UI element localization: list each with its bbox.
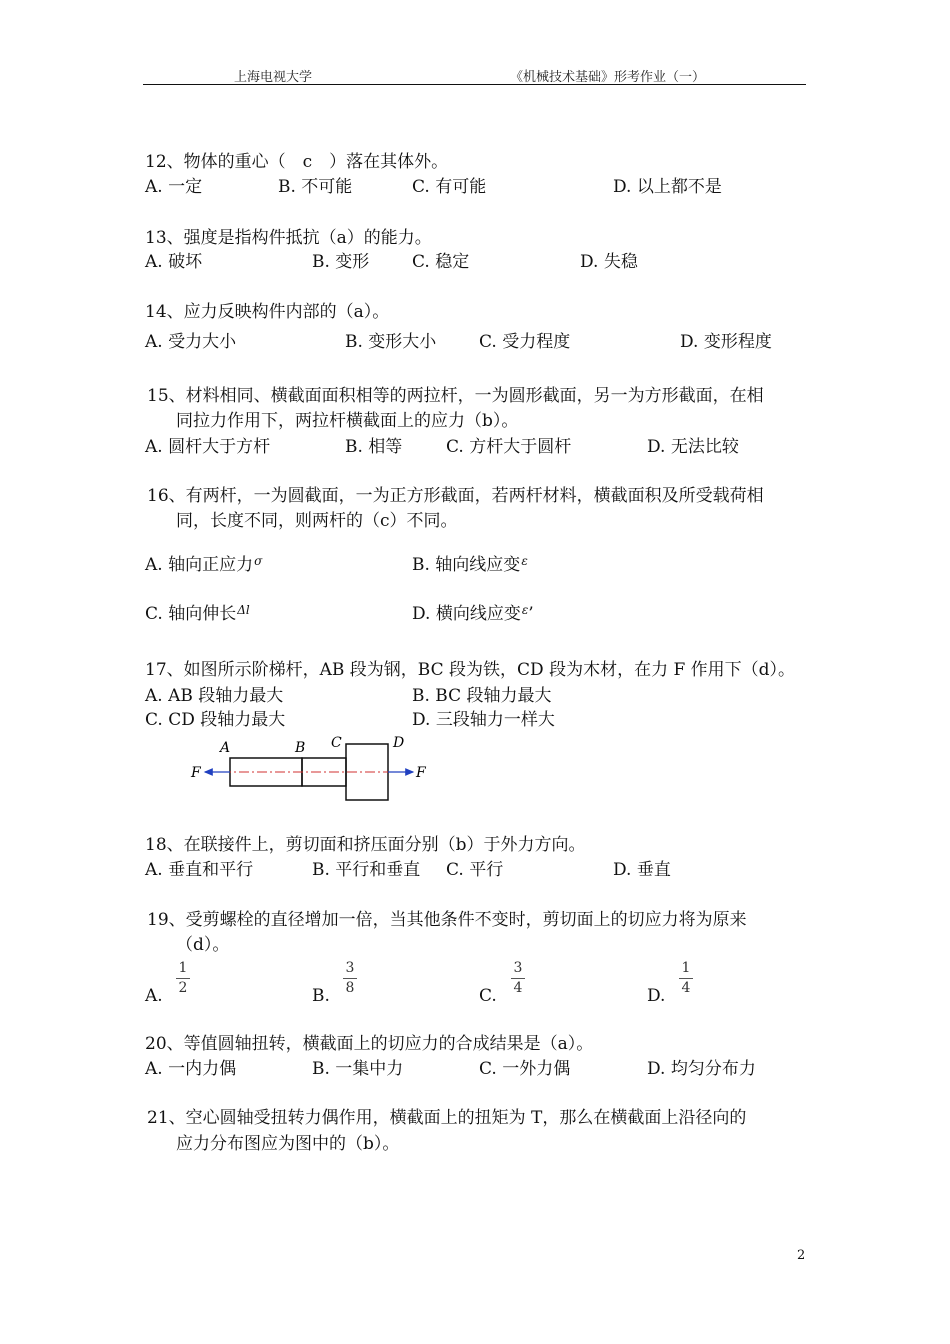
q19-option-d-label: D. — [647, 986, 666, 1006]
header-school: 上海电视大学 — [234, 70, 313, 85]
q16-option-b — [412, 551, 528, 575]
q14-option-a: A. 受力大小 — [145, 332, 237, 352]
q16-stem-line2: 同，长度不同，则两杆的（c）不同。 — [176, 511, 458, 531]
q16-stem-line1: 16、有两杆，一为圆截面，一为正方形截面，若两杆材料，横截面积及所受载荷相 — [147, 486, 764, 506]
q15-option-d: D. 无法比较 — [647, 437, 739, 457]
page-number: 2 — [797, 1248, 806, 1263]
label-b: B — [295, 740, 306, 756]
epsilon-symbol: ε — [521, 554, 528, 568]
q17-option-b: B. BC 段轴力最大 — [412, 686, 552, 706]
q16-option-c-text: C. 轴向伸长 — [145, 604, 237, 624]
q12-option-b: B. 不可能 — [278, 177, 353, 197]
q19-option-c-fraction — [511, 960, 525, 997]
q18-stem: 18、在联接件上，剪切面和挤压面分别（b）于外力方向。 — [145, 835, 586, 855]
q17-stem: 17、如图所示阶梯杆，AB 段为钢，BC 段为铁，CD 段为木材，在力 F 作用下（d）。 — [145, 660, 796, 680]
epsilon-prime-symbol: ε — [521, 603, 529, 617]
q13-option-b: B. 变形 — [312, 252, 370, 272]
q15-stem-line1: 15、材料相同、横截面面积相等的两拉杆，一为圆形截面，另一为方形截面，在相 — [147, 386, 764, 406]
q12-option-d: D. 以上都不是 — [613, 177, 722, 197]
q21-stem-line1: 21、空心圆轴受扭转力偶作用，横截面上的扭矩为 T，那么在横截面上沿径向的 — [147, 1108, 747, 1128]
fraction-numerator: 3 — [513, 960, 523, 976]
q15-option-c: C. 方杆大于圆杆 — [446, 437, 572, 457]
fraction-bar — [176, 978, 190, 979]
q19-stem-line1: 19、受剪螺栓的直径增加一倍，当其他条件不变时，剪切面上的切应力将为原来 — [147, 910, 747, 930]
fraction-bar — [343, 978, 357, 979]
q20-option-c: C. 一外力偶 — [479, 1059, 571, 1079]
delta-l-symbol: Δl — [237, 603, 250, 617]
q19-option-d-fraction — [679, 960, 693, 997]
q14-option-b: B. 变形大小 — [345, 332, 437, 352]
q17-option-a: A. AB 段轴力最大 — [145, 686, 284, 706]
q21-stem-line2: 应力分布图应为图中的（b）。 — [176, 1134, 400, 1154]
fraction-numerator: 1 — [681, 960, 691, 976]
q16-option-a — [145, 551, 262, 575]
q16-option-a-text: A. 轴向正应力 — [145, 555, 254, 575]
fraction-denominator: 4 — [513, 980, 523, 996]
q14-option-d: D. 变形程度 — [680, 332, 772, 352]
q13-option-d: D. 失稳 — [580, 252, 638, 272]
prime-mark: ’ — [528, 604, 534, 624]
q19-option-a-label: A. — [145, 986, 163, 1006]
q17-option-d: D. 三段轴力一样大 — [412, 710, 555, 730]
fraction-bar — [511, 978, 525, 979]
fraction-denominator: 4 — [681, 980, 691, 996]
q20-option-b: B. 一集中力 — [312, 1059, 404, 1079]
q20-option-a: A. 一内力偶 — [145, 1059, 237, 1079]
q16-option-d — [412, 600, 534, 624]
q16-option-c — [145, 600, 250, 624]
q19-option-c-label: C. — [479, 986, 497, 1006]
q13-option-c: C. 稳定 — [412, 252, 470, 272]
q12-stem: 12、物体的重心（ c ）落在其体外。 — [145, 152, 449, 172]
label-f-right: F — [416, 765, 426, 781]
q17-option-c: C. CD 段轴力最大 — [145, 710, 286, 730]
q14-option-c: C. 受力程度 — [479, 332, 571, 352]
q19-option-a-fraction — [176, 960, 190, 997]
q15-option-a: A. 圆杆大于方杆 — [145, 437, 271, 457]
label-f-left: F — [191, 765, 201, 781]
q15-stem-line2: 同拉力作用下，两拉杆横截面上的应力（b）。 — [176, 411, 519, 431]
label-a: A — [220, 740, 231, 756]
q19-option-b-label: B. — [312, 986, 330, 1006]
fraction-bar — [679, 978, 693, 979]
label-c: C — [331, 735, 342, 751]
header-course-title: 《机械技术基础》形考作业（一） — [510, 70, 706, 85]
q16-option-b-text: B. 轴向线应变 — [412, 555, 521, 575]
q19-option-b-fraction — [343, 960, 357, 997]
fraction-denominator: 8 — [345, 980, 355, 996]
q15-option-b: B. 相等 — [345, 437, 403, 457]
q18-option-c: C. 平行 — [446, 860, 504, 880]
q12-option-c: C. 有可能 — [412, 177, 487, 197]
header-rule — [143, 84, 806, 85]
q13-option-a: A. 破坏 — [145, 252, 203, 272]
q18-option-d: D. 垂直 — [613, 860, 671, 880]
q18-option-a: A. 垂直和平行 — [145, 860, 254, 880]
q18-option-b: B. 平行和垂直 — [312, 860, 421, 880]
q12-option-a: A. 一定 — [145, 177, 203, 197]
label-d: D — [393, 735, 405, 751]
q14-stem: 14、应力反映构件内部的（a）。 — [145, 302, 390, 322]
q19-stem-line2: （d）。 — [176, 935, 230, 955]
fraction-denominator: 2 — [178, 980, 188, 996]
q20-option-d: D. 均匀分布力 — [647, 1059, 756, 1079]
fraction-numerator: 3 — [345, 960, 355, 976]
q13-stem: 13、强度是指构件抵抗（a）的能力。 — [145, 228, 432, 248]
fraction-numerator: 1 — [178, 960, 188, 976]
sigma-symbol: σ — [254, 554, 263, 568]
stepped-bar-figure — [185, 730, 435, 810]
q16-option-d-text: D. 横向线应变 — [412, 604, 521, 624]
q20-stem: 20、等值圆轴扭转，横截面上的切应力的合成结果是（a）。 — [145, 1034, 594, 1054]
